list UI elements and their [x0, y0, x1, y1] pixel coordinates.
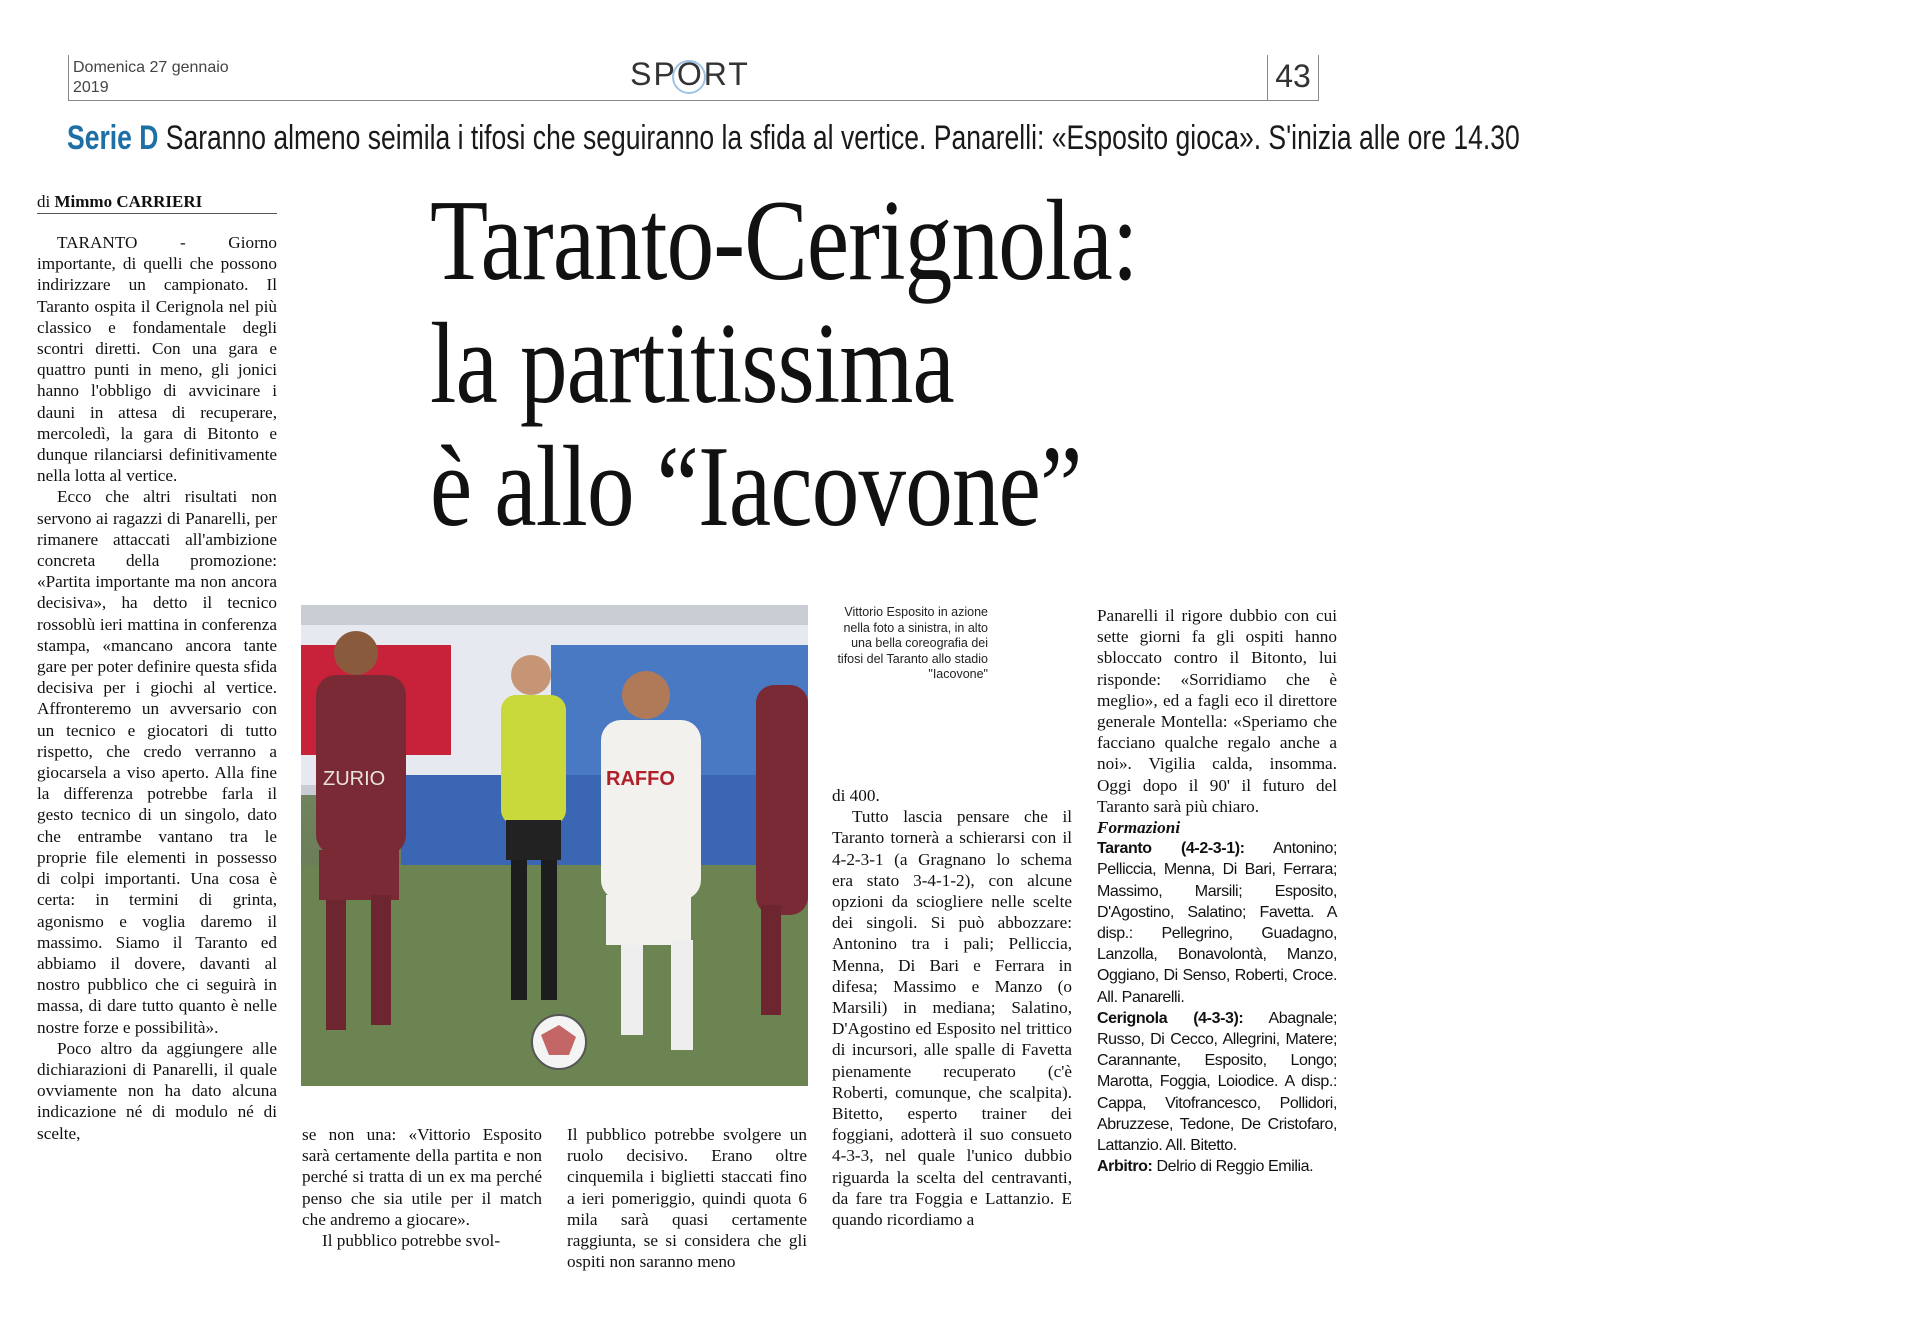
article-paragraph-3: Poco altro da aggiungere alle dichiarazioni di Panarelli, il quale ovviamente non ha dato alcuna indicazione né di modulo né di scelte,	[37, 1038, 277, 1143]
article-paragraph-5: Il pubblico potrebbe svolgere un ruolo decisivo. Erano oltre cinquemila i biglietti staccati fino a ieri pomeriggio, quindi quota 6 mila sarà quasi certamente raggiunta, se si considera che gli ospiti non saranno meno	[567, 1125, 807, 1272]
byline-author: Mimmo CARRIERI	[54, 192, 203, 211]
article-paragraph-1: TARANTO - Giorno importante, di quelli che possono indirizzare un campionato. Il Taranto ospita il Cerignola nel più classico e fondamentale degli scontri diretti. Con una gara e quattro punti in meno, gli jonici hanno l'obbligo di avvicinare i dauni in attesa di recuperare, mercoledì, la gara di Bitonto e dunque rilanciarsi definitivamente nella lotta al vertice.	[37, 233, 277, 486]
issue-date-line2: 2019	[73, 79, 109, 96]
formazione-cerignola-text: Abagnale; Russo, Di Cecco, Allegrini, Matere; Carannante, Esposito, Longo; Marotta, Foggia, Loiodice. A disp.: Cappa, Vitofrancesco, Pollidori, Abruzzese, Tedone, De Cristofaro, Lattanzio. All. Bitetto.	[1097, 1009, 1337, 1155]
article-paragraph-5a: Il pubblico potrebbe svol-	[322, 1231, 501, 1251]
match-photo-illustration	[301, 605, 808, 1086]
article-column-2	[302, 1124, 542, 1289]
jersey-text-2: RAFFO	[606, 768, 675, 790]
byline	[37, 192, 277, 212]
byline-prefix: di	[37, 192, 51, 211]
byline-rule	[37, 213, 277, 214]
issue-date-line1: Domenica 27 gennaio	[73, 59, 229, 76]
header-rule	[68, 100, 1318, 101]
kicker-label: Serie D	[67, 119, 159, 157]
article-paragraph-4: se non una: «Vittorio Esposito sarà certamente della partita e non perché si tratta di un ex ma perché penso che sia utile per il match che andremo a giocare».	[302, 1125, 542, 1229]
issue-date	[73, 58, 273, 98]
formazione-taranto-label: Taranto (4-2-3-1):	[1097, 840, 1245, 858]
article-column-3	[567, 1124, 807, 1289]
article-column-1	[37, 232, 277, 1287]
kicker	[67, 116, 1520, 160]
article-paragraph-8: Panarelli il rigore dubbio con cui sette giorni fa gli ospiti hanno sbloccato contro il Bitonto, lui risponde: «Sorridiamo che è meglio», ed a fagli eco il direttore generale Montella: «Speriamo che facciano qualche regalo anche a noi». Vigilia calda, insomma. Oggi dopo il 90' il futuro del Taranto sarà più chiaro.	[1097, 606, 1337, 816]
section-name: SPORT	[630, 56, 750, 92]
headline-line-2: la partitissima	[430, 300, 954, 428]
article-paragraph-6: di 400.	[832, 786, 880, 805]
photo-caption: Vittorio Esposito in azione nella foto a sinistra, in alto una bella coreografia dei tifosi del Taranto allo stadio "Iacovone"	[837, 605, 988, 681]
article-paragraph-2: Ecco che altri risultati non servono ai ragazzi di Panarelli, per rimanere attaccati all'ambizione concreta della promozione: «Partita importante ma non ancora decisiva», ha detto il tecnico rossoblù ieri mattina in conferenza stampa, «mancano ancora tante gare per poter definire questa sfida decisiva per i giochi al vertice. Affronteremo un avversario con un tecnico e giocatori di tutto rispetto, che credo verranno a giocarsela a viso aperto. Alla fine la differenza potrebbe farla il gesto tecnico di un singolo, dato che entrambe vantano tra le proprie file elementi in possesso di colpi importanti. Una cosa è certa: in termini di grinta, agonismo e voglia daremo il massimo. Siamo il Taranto ed abbiamo il dovere, davanti al nostro pubblico che ci seguirà in massa, di dare tutto quanto è nelle nostre forze e possibilità».	[37, 487, 277, 1037]
formazione-taranto	[1097, 838, 1337, 1008]
kicker-text: Saranno almeno seimila i tifosi che seguiranno la sfida al vertice. Panarelli: «Esposito gioca». S'inizia alle ore 14.30	[165, 119, 1520, 157]
page-number: 43	[1275, 58, 1311, 94]
article-paragraph-7: Tutto lascia pensare che il Taranto tornerà a schierarsi con il 4-2-3-1 (a Gragnano lo schema era stato 3-4-1-2), con alcune opzioni da sciogliere nelle scelte dei singoli. Si può abbozzare: Antonino tra i pali; Pelliccia, Menna, Di Bari e Ferrara in difesa; Massimo e Manzo (o Marsili) in mediana; Salatino, D'Agostino ed Esposito nel trittico di incursori, alle spalle di Favetta pienamente recuperato (c'è Roberti, comunque, che scalpita). Bitetto, esperto trainer dei foggiani, adotterà il suo consueto 4-3-3, nel quale l'unico dubbio riguarda la scelta del centravanti, da fare tra Foggia e Lattanzio. E quando ricordiamo a	[832, 807, 1072, 1230]
formazione-cerignola-label: Cerignola (4-3-3):	[1097, 1009, 1244, 1027]
article-column-5	[1097, 605, 1337, 1290]
arbitro	[1097, 1156, 1337, 1177]
formazioni-heading: Formazioni	[1097, 818, 1181, 838]
header-left-rule	[68, 55, 69, 101]
headline-line-3: è allo “Iacovone”	[430, 423, 1082, 551]
formazione-cerignola	[1097, 1008, 1337, 1156]
headline-line-1: Taranto-Cerignola:	[430, 177, 1138, 305]
arbitro-label: Arbitro:	[1097, 1158, 1153, 1176]
formazione-taranto-text: Antonino; Pelliccia, Menna, Di Bari, Ferrara; Massimo, Marsili; Esposito, D'Agostino, Salatino; Favetta. A disp.: Pellegrino, Guadagno, Lanzolla, Bonavolontà, Manzo, Oggiano, Di Senso, Roberti, Croce. All. Panarelli.	[1097, 840, 1337, 1006]
header-page-rule-right	[1318, 55, 1319, 101]
arbitro-text: Delrio di Reggio Emilia.	[1156, 1158, 1314, 1176]
headline	[430, 177, 1330, 551]
article-column-4	[832, 785, 1072, 1290]
jersey-text-1: ZURIO	[323, 768, 386, 790]
match-photo	[301, 605, 808, 1086]
